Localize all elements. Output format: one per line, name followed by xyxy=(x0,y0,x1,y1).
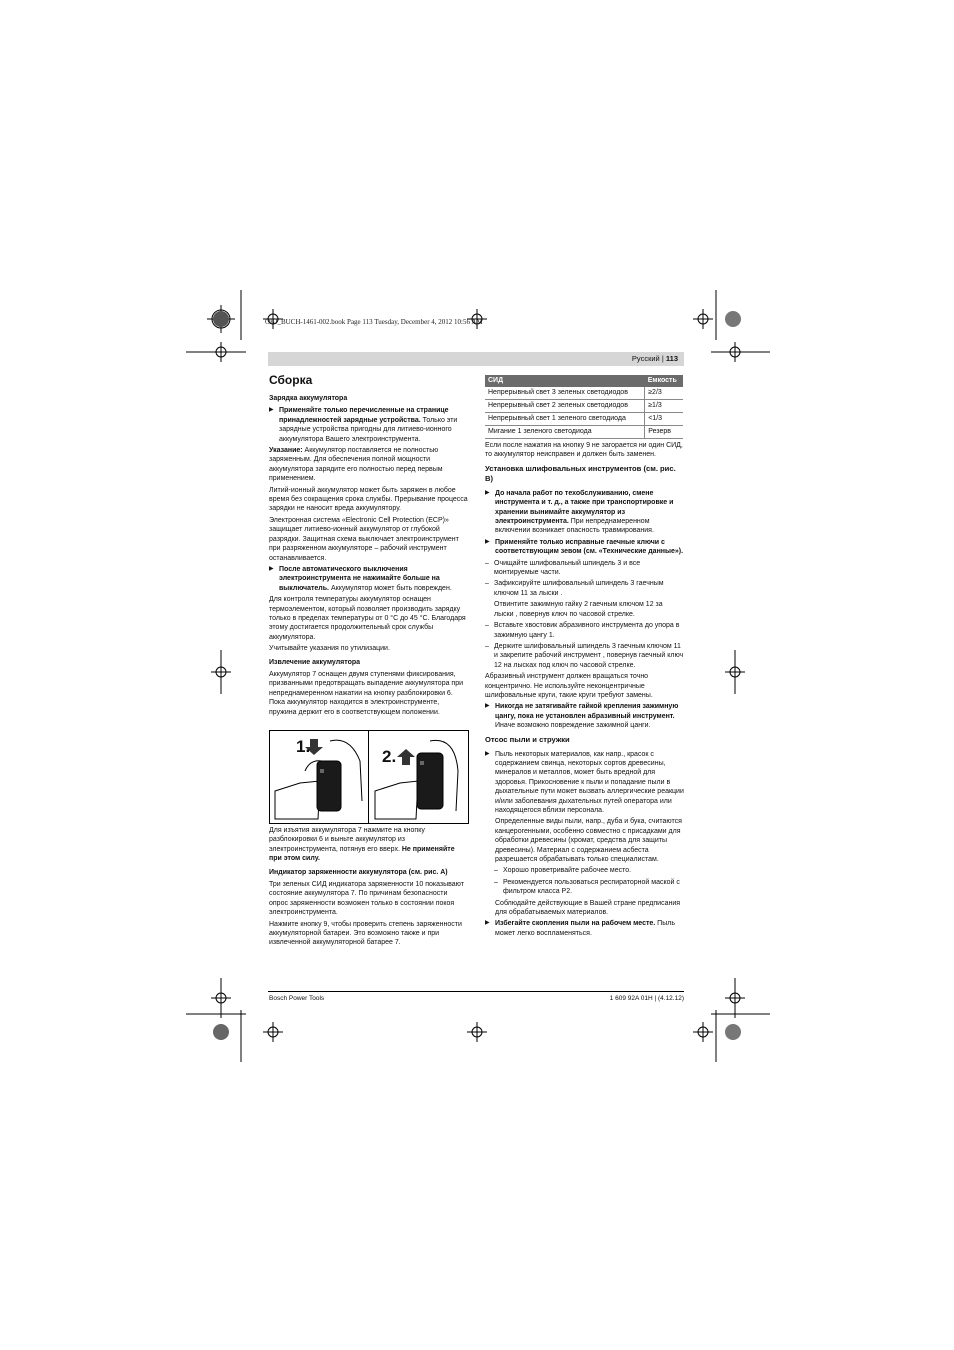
charging-bullet: ▶ Применяйте только перечисленные на странице принадлежностей зарядные устройства. Только эти зарядные устройства пригодны для литиево-ионного аккумулятора Вашего электроинструмента. xyxy=(269,406,468,444)
page-number: 113 xyxy=(665,354,678,363)
auto-off-bullet: ▶ После автоматического выключения электроинструмента не нажимайте больше на выключатель. Аккумулятор может быть поврежден. xyxy=(269,565,468,593)
page-header-bar xyxy=(268,352,684,366)
table-row: Непрерывный свет 3 зеленых светодиодов ≥2/3 xyxy=(485,387,683,400)
table-note: Если после нажатия на кнопку 9 не загорается ни один СИД, то аккумулятор неисправен и должен быть заменен. xyxy=(485,442,683,459)
list-item: – Вставьте хвостовик абразивного инструмента до упора в зажимную цангу 1. xyxy=(485,621,684,640)
dust-heading: Отсос пыли и стружки xyxy=(485,734,570,744)
indicator-paragraph-1: Три зеленых СИД индикатора заряженности 10 показывают состояние аккумулятора 7. По причинам безопасности опрос заряженности возможен только в состоянии покоя электроинструмента. xyxy=(269,881,464,917)
note: Указание: Аккумулятор поставляется не полностью заряженным. Для обеспечения полной мощности аккумулятора зарядите его полностью перед первым применением. xyxy=(269,447,443,483)
figure-step-1: 1. xyxy=(296,737,311,756)
list-item: Отвинтите зажимную гайку 2 гаечным ключом 12 за лыски , повернув ключ по часовой стрелке. xyxy=(494,601,663,618)
temp-paragraph: Для контроля температуры аккумулятор оснащен термоэлементом, который позволяет производить зарядку только в пределах температуры от 0 °C до 45 °C. Благодаря этому достигается продолжительный срок службы аккумулятора. xyxy=(269,596,466,641)
file-slug: OBJ_BUCH-1461-002.book Page 113 Tuesday, December 4, 2012 10:56 AM xyxy=(265,318,483,326)
table-header: СИД Емкость xyxy=(485,375,683,387)
footer-right: 1 609 92A 01H | (4.12.12) xyxy=(609,995,684,1002)
battery-removal-figure xyxy=(269,730,469,824)
list-item: – Держите шлифовальный шпиндель 3 гаечным ключом 11 и закрепите рабочий инструмент , повернув гаечный ключ 12 на лысках под ключ по часовой стрелке. xyxy=(485,642,684,670)
install-bullet-1: ▶ До начала работ по техобслуживанию, смене инструмента и т. д., а также при транспортировке и хранении вынимайте аккумулятор из электроинструмента. При непреднамеренном включении возникает опасность травмирования. xyxy=(485,489,684,536)
left-column xyxy=(269,373,468,719)
list-item: – Зафиксируйте шлифовальный шпиндель 3 гаечным ключом 11 за лыски . xyxy=(485,579,684,598)
dust-bullet-1: ▶ Пыль некоторых материалов, как напр., красок с содержанием свинца, некоторых сортов древесины, минералов и металлов, может быть вредной для здоровья. Прикосновение к пыли и попадание пыли в дыхательные пути может вызвать аллергические реакции и/или заболевания дыхательных путей оператора или находящегося вблизи персонала. xyxy=(485,750,684,816)
remove-paragraph: Аккумулятор 7 оснащен двумя ступенями фиксирования, призванными предотвращать выпадение аккумулятора при непреднамеренном нажатии на кнопку разблокировки 6. Пока аккумулятор находится в электроинструменте, пружина держит его в соответствующем положении. xyxy=(269,670,464,716)
disposal-paragraph: Учитывайте указания по утилизации. xyxy=(269,645,390,653)
section-title: Сборка xyxy=(269,373,313,387)
list-item: – Рекомендуется пользоваться респираторной маской с фильтром класса P2. xyxy=(485,878,684,897)
table-row: Непрерывный свет 2 зеленых светодиодов ≥1/3 xyxy=(485,400,683,413)
remove-paragraph-2: Для изъятия аккумулятора 7 нажмите на кнопку разблокировки 6 и выньте аккумулятор из электроинструмента, потянув его вверх. Не применяйте при этом силу. xyxy=(269,827,455,863)
table-row: Непрерывный свет 1 зеленого светодиода <1/3 xyxy=(485,413,683,426)
footer-rule xyxy=(268,991,684,992)
charging-heading: Зарядка аккумулятора xyxy=(269,395,348,402)
dust-paragraph-2: Определенные виды пыли, напр., дуба и бука, считаются канцерогенными, особенно совместно с присадками для обработки древесины (хромат, средства для защиты древесины). Материал с содержанием асбеста разрешается обрабатывать только специалистам. xyxy=(495,818,682,864)
table-row: Мигание 1 зеленого светодиода Резерв xyxy=(485,426,683,439)
page-header: Русский | 113 xyxy=(631,354,678,363)
list-item: – Хорошо проветривайте рабочее место. xyxy=(485,866,684,875)
ecp-paragraph: Электронная система «Electronic Cell Protection (ECP)» защищает литиево-ионный аккумулятор от глубокой разрядки. Защитная схема выключает электроинструмент при разряженном аккумуляторе – рабочий инструмент останавливается. xyxy=(269,516,459,562)
liion-paragraph: Литий-ионный аккумулятор может быть заряжен в любое время без сокращения срока службы. Прерывание процесса зарядки не наносит вреда аккумулятору. xyxy=(269,486,468,513)
indicator-heading: Индикатор заряженности аккумулятора (см. рис. A) xyxy=(269,868,448,876)
right-column xyxy=(485,375,684,940)
footer-left: Bosch Power Tools xyxy=(269,995,325,1002)
indicator-paragraph-2: Нажмите кнопку 9, чтобы проверить степень заряженности аккумуляторной батареи. Это возможно также и при извлеченной аккумуляторной батарее 7. xyxy=(269,920,462,947)
remove-heading: Извлечение аккумулятора xyxy=(269,658,361,666)
list-item: – Очищайте шлифовальный шпиндель 3 и все монтируемые части. xyxy=(485,559,684,578)
install-paragraph: Абразивный инструмент должен вращаться точно концентрично. Не используйте неконцентричные шлифовальные круги, такие круги требуют замены. xyxy=(485,673,653,699)
install-heading: Установка шлифовальных инструментов (см. рис. B) xyxy=(485,463,676,483)
header-language: Русский xyxy=(631,354,660,363)
led-table xyxy=(485,375,683,439)
install-bullet-3: ▶ Никогда не затягивайте гайкой крепления зажимную цангу, пока не установлен абразивный инструмент. Иначе возможно повреждение зажимной цанги. xyxy=(485,702,684,730)
install-bullet-2: ▶ Применяйте только исправные гаечные ключи с соответствующим зевом (см. «Технические данные»). xyxy=(485,538,684,557)
left-column-lower xyxy=(269,826,468,950)
dust-paragraph-3: Соблюдайте действующие в Вашей стране предписания для обрабатываемых материалов. xyxy=(495,899,681,917)
dust-bullet-2: ▶ Избегайте скопления пыли на рабочем месте. Пыль может легко воспламеняться. xyxy=(485,919,684,938)
figure-step-2: 2. xyxy=(382,747,397,766)
